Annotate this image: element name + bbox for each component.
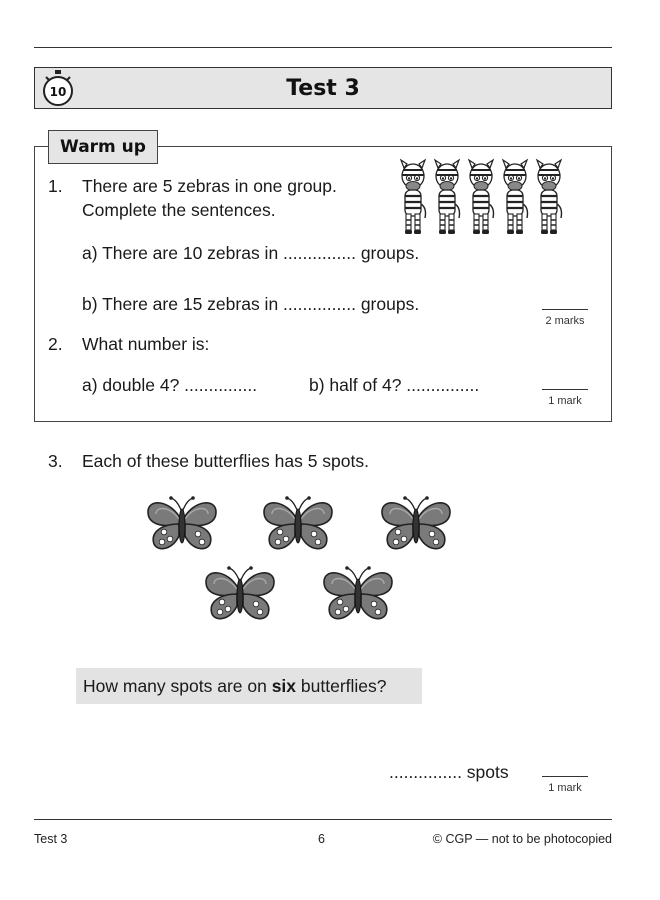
footer-left: Test 3 — [34, 832, 68, 846]
q3-answer-line — [542, 776, 588, 777]
q3-number: 3. — [48, 451, 63, 471]
butterfly-icon — [264, 496, 332, 548]
page-title: Test 3 — [286, 75, 360, 101]
page-number: 6 — [318, 832, 325, 846]
zebra-icon — [469, 160, 494, 234]
q3-question-box — [76, 668, 422, 704]
q3-prompt: Each of these butterflies has 5 spots. — [82, 451, 369, 471]
butterfly-icon — [382, 496, 450, 548]
q1-marks — [540, 309, 590, 327]
stopwatch-icon — [41, 69, 75, 107]
footer-copyright: © CGP — not to be photocopied — [432, 832, 612, 846]
warm-up-label: Warm up — [60, 137, 146, 157]
timer-value: 10 — [49, 85, 67, 99]
q3-answer-field[interactable]: ............... spots — [389, 762, 509, 782]
q3-question-bold: six — [271, 675, 297, 696]
q2-number: 2. — [48, 334, 63, 354]
q1b-text: b) There are 15 zebras in ............... groups. — [82, 294, 420, 314]
butterfly-icon — [324, 566, 392, 618]
q2b-text: b) half of 4? ............... — [309, 375, 480, 395]
q3-marks-label: 1 mark — [548, 782, 582, 794]
q1-marks-label: 2 marks — [545, 315, 585, 327]
title-bar — [34, 67, 612, 109]
zebra-icon — [435, 160, 460, 234]
butterfly-group — [146, 492, 458, 624]
zebra-icon — [537, 160, 562, 234]
q3-question-before: How many spots are on — [83, 675, 272, 696]
butterfly-icon — [148, 496, 216, 548]
q2-marks — [540, 389, 590, 407]
top-rule — [34, 47, 612, 48]
q3-marks — [540, 776, 590, 794]
q2-prompt: What number is: — [82, 334, 210, 354]
q2-answer-line — [542, 389, 588, 390]
q1-number: 1. — [48, 176, 63, 196]
q2a-text: a) double 4? ............... — [82, 375, 258, 395]
zebra-icon — [503, 160, 528, 234]
q1-answer-line — [542, 309, 588, 310]
q1-line1: There are 5 zebras in one group. — [82, 176, 337, 196]
zebra-icon — [401, 160, 426, 234]
footer-rule — [34, 819, 612, 820]
q3-question-after: butterflies? — [296, 675, 387, 696]
q2-marks-label: 1 mark — [548, 395, 582, 407]
warm-up-tab — [48, 130, 158, 164]
q1-line2: Complete the sentences. — [82, 200, 276, 220]
q1a-text: a) There are 10 zebras in ............... groups. — [82, 243, 420, 263]
zebra-group — [396, 158, 566, 236]
butterfly-icon — [206, 566, 274, 618]
